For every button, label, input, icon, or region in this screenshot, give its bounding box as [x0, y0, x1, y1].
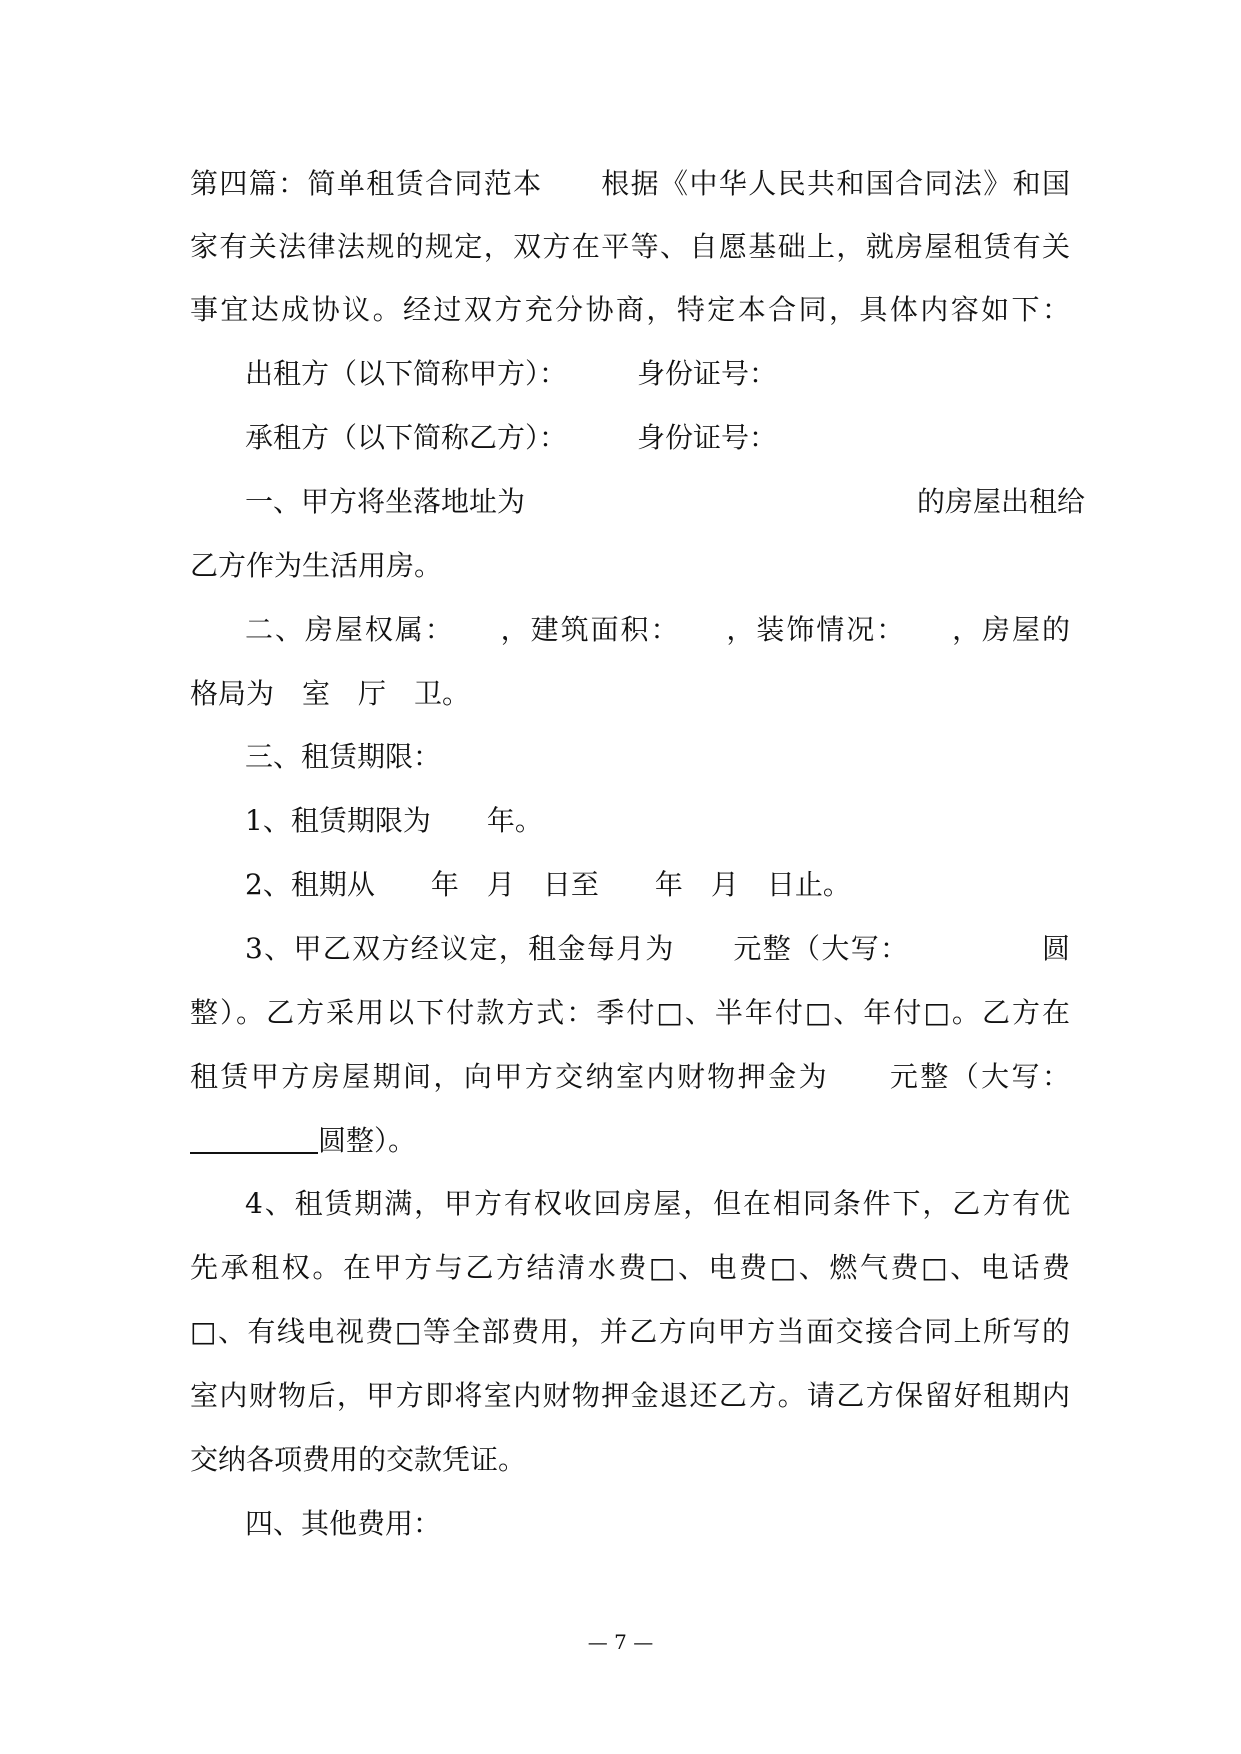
clause-1-line: 一、甲方将坐落地址为 的房屋出租给: [245, 485, 1086, 518]
text-line: □、有线电视费□等全部费用，并乙方向甲方当面交接合同上所写的: [190, 1315, 1070, 1348]
clause-2-line: 二、房屋权属： ，建筑面积： ，装饰情况： ，房屋的: [245, 613, 1070, 646]
page-number: — 7 —: [587, 1630, 654, 1654]
text-line: 第四篇：简单租赁合同范本 根据《中华人民共和国合同法》和国: [190, 167, 1070, 200]
text-line: 事宜达成协议。经过双方充分协商，特定本合同，具体内容如下：: [190, 293, 1070, 326]
text-line: 租赁甲方房屋期间，向甲方交纳室内财物押金为 元整（大写：: [190, 1060, 1070, 1093]
text-line: 先承租权。在甲方与乙方结清水费□、电费□、燃气费□、电话费: [190, 1251, 1070, 1284]
text-segment: 圆整）。: [318, 1124, 417, 1157]
text-line: 整）。乙方采用以下付款方式：季付□、半年付□、年付□。乙方在: [190, 996, 1070, 1029]
text-line: 格局为 室 厅 卫。: [190, 677, 471, 710]
clause-3-1-line: 1、租赁期限为 年。: [245, 804, 543, 837]
clause-3-4-line: 4、租赁期满，甲方有权收回房屋，但在相同条件下，乙方有优: [245, 1187, 1070, 1220]
text-line: 家有关法律法规的规定，双方在平等、自愿基础上，就房屋租赁有关: [190, 230, 1070, 263]
clause-3-heading: 三、租赁期限：: [245, 740, 442, 773]
text-line: 室内财物后，甲方即将室内财物押金退还乙方。请乙方保留好租期内: [190, 1379, 1070, 1412]
fill-in-blank: [190, 1124, 318, 1154]
text-line: 乙方作为生活用房。: [190, 549, 443, 582]
text-line: 交纳各项费用的交款凭证。: [190, 1443, 527, 1476]
clause-3-2-line: 2、租期从 年 月 日至 年 月 日止。: [245, 868, 851, 901]
party-b-line: 承租方（以下简称乙方）： 身份证号：: [245, 421, 778, 454]
party-a-line: 出租方（以下简称甲方）： 身份证号：: [245, 357, 778, 390]
clause-4-heading: 四、其他费用：: [245, 1507, 442, 1540]
deposit-amount-line: [190, 1116, 1070, 1166]
clause-3-3-line: 3、甲乙双方经议定，租金每月为 元整（大写： 圆: [245, 932, 1070, 965]
